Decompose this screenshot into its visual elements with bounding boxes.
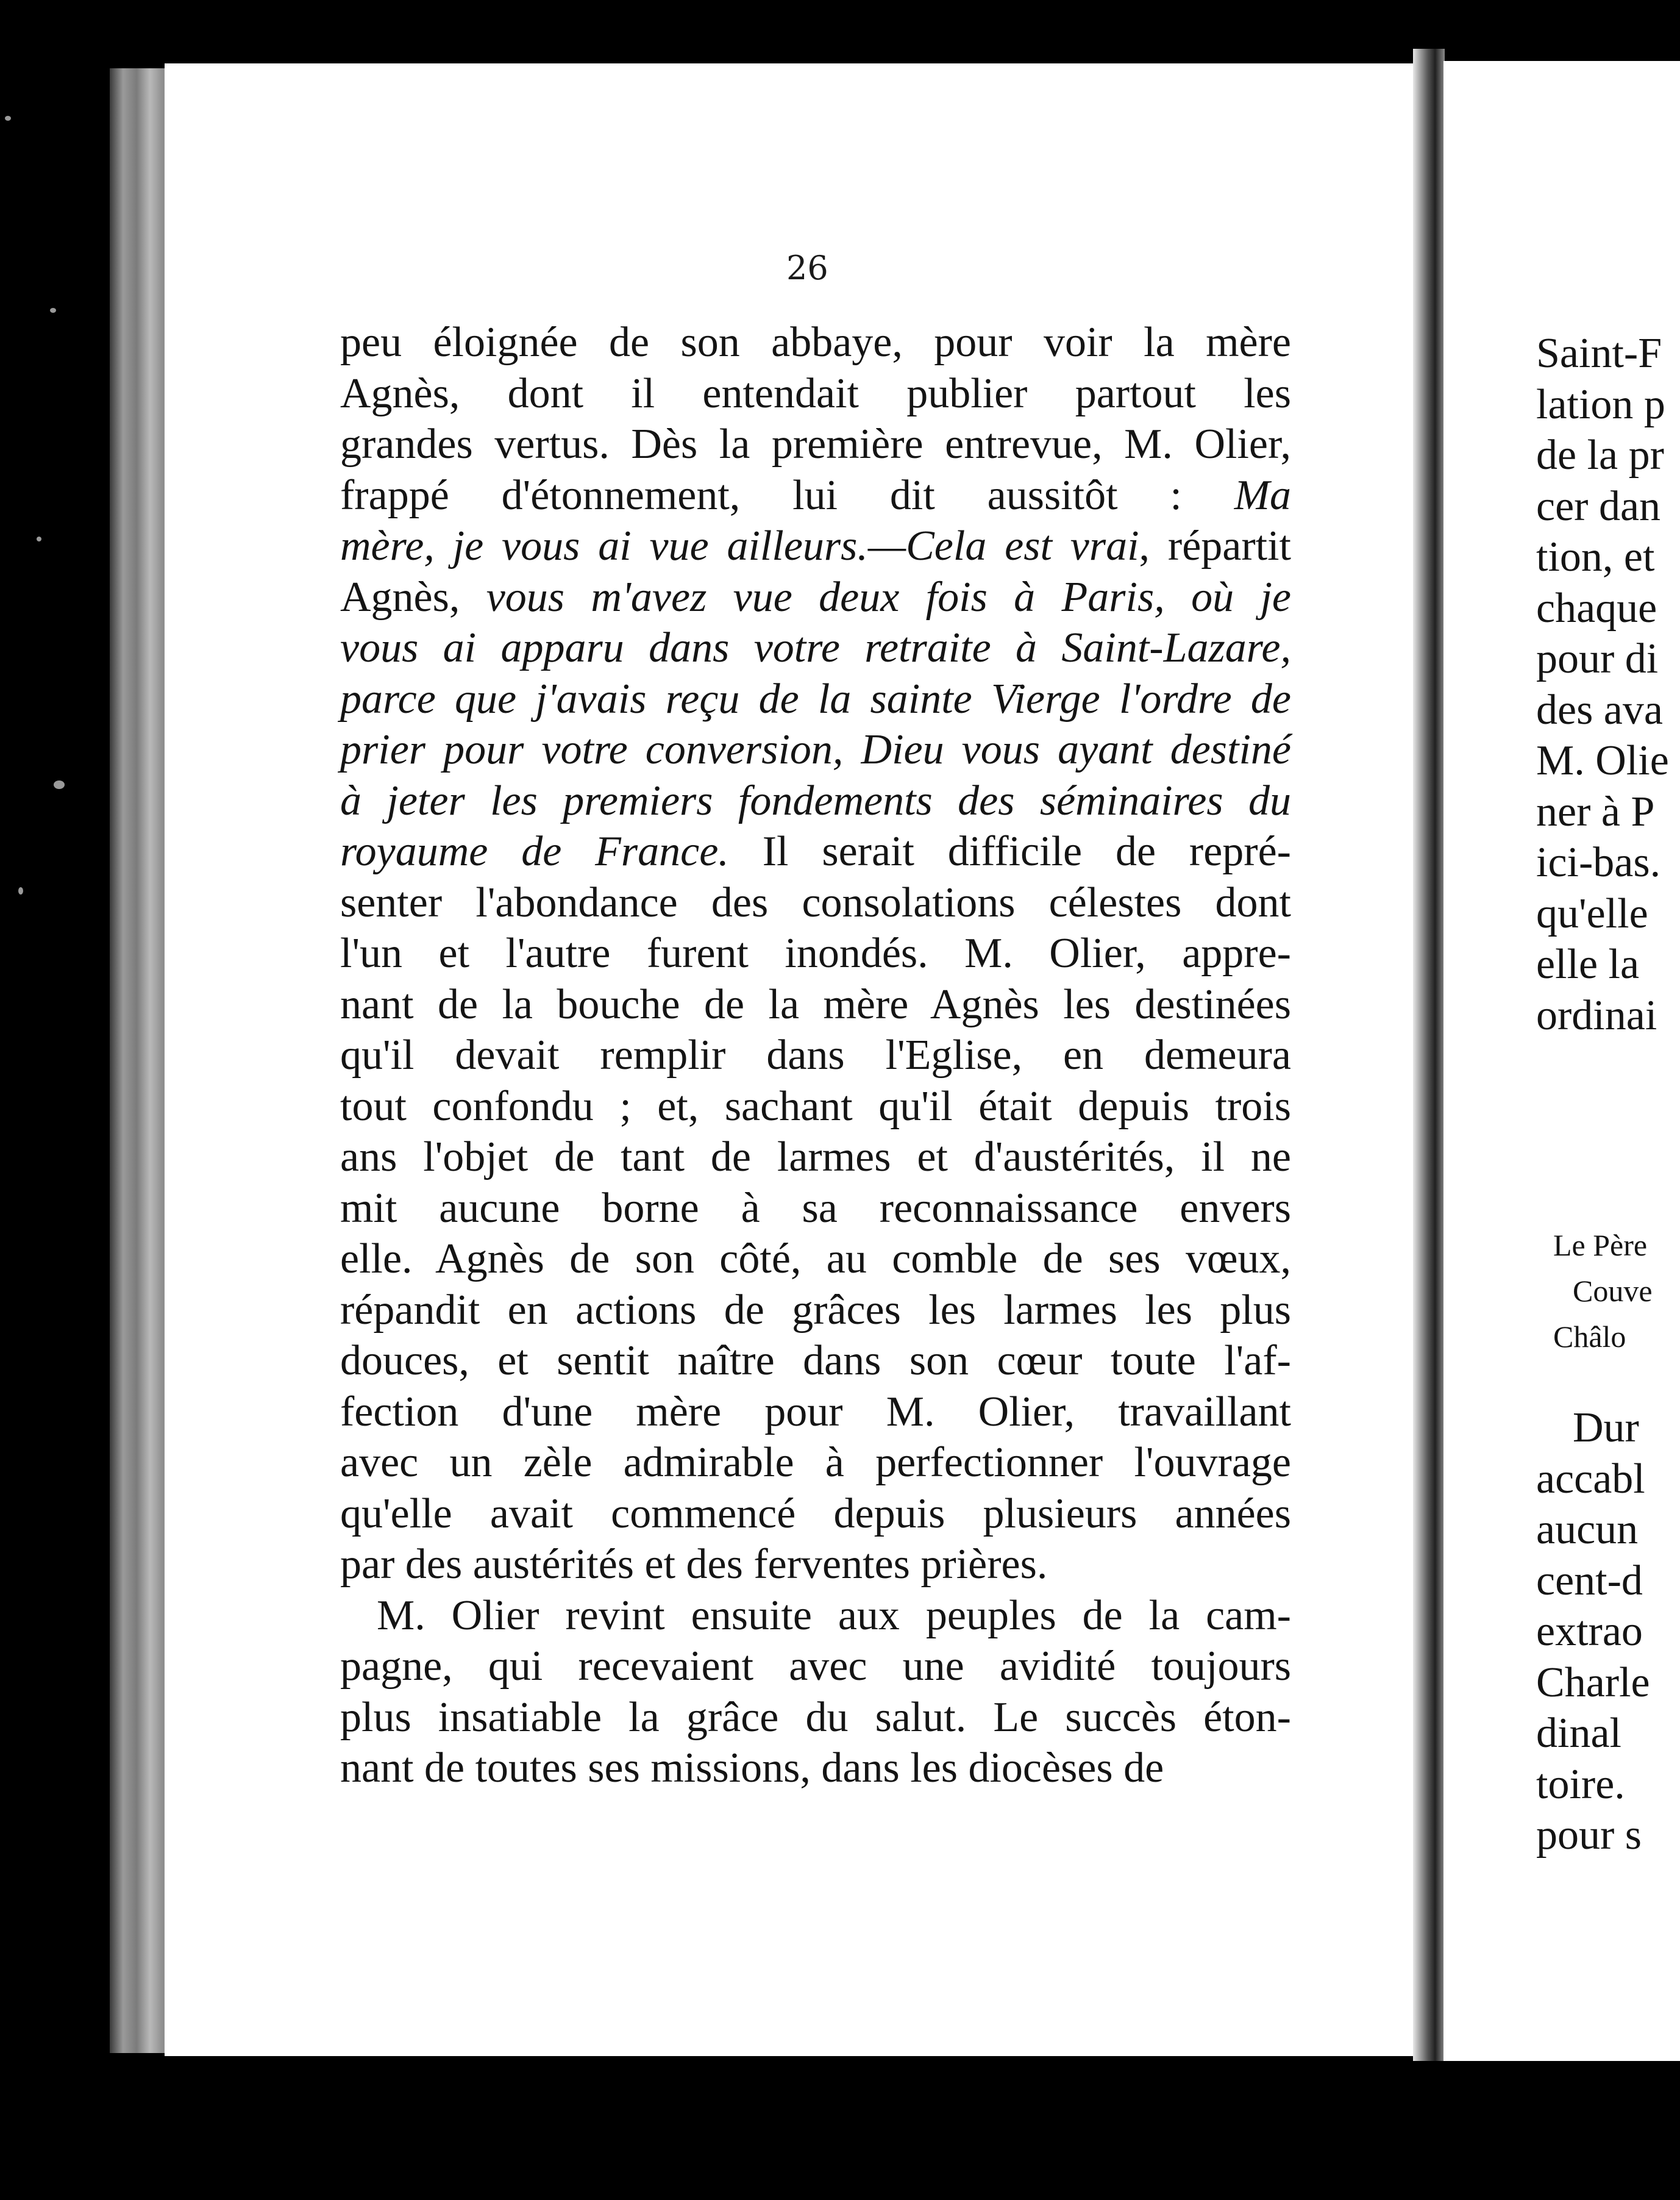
text-line (340, 1335, 1291, 1387)
text-line (340, 928, 1291, 979)
right-text-line: extrao (1536, 1608, 1643, 1655)
text-line (340, 776, 1291, 827)
right-text-line: de la pr (1536, 432, 1664, 479)
text-run: elle. Agnès de son côté, au comble de ses vœux, (340, 1235, 1291, 1282)
text-run: avec un zèle admirable à perfectionner l'ouvrage (340, 1439, 1291, 1486)
text-line (340, 674, 1291, 725)
right-text-line: cer dan (1536, 482, 1661, 530)
text-line (340, 1743, 1291, 1794)
text-run: mit aucune borne à sa reconnaissance envers (340, 1184, 1291, 1232)
text-line (340, 979, 1291, 1030)
right-page-text-top (1536, 328, 1680, 1041)
italic-text-run: vous m'avez vue deux fois à Paris, où je (486, 573, 1291, 621)
italic-text-run: prier pour votre conversion, Dieu vous ayant destiné (340, 726, 1291, 773)
right-text-line: dinal (1536, 1710, 1621, 1757)
page-number: 26 (786, 249, 828, 287)
text-line (340, 1030, 1291, 1081)
right-text-line: tion, et (1536, 534, 1655, 580)
text-run: plus insatiable la grâce du salut. Le succès éton- (340, 1693, 1291, 1741)
text-run: grandes vertus. Dès la première entrevue, M. Olier, (340, 421, 1291, 468)
text-line (340, 368, 1291, 420)
text-run: pagne, qui recevaient avec une avidité toujours (340, 1643, 1291, 1690)
text-run: senter l'abondance des consolations célestes dont (340, 879, 1291, 926)
right-text-line: ici-bas. (1536, 839, 1661, 886)
right-text-line: M. Olie (1536, 737, 1669, 784)
right-text-line: cent-d (1536, 1557, 1643, 1604)
book-gutter (1413, 49, 1445, 2061)
italic-text-run: Ma (1234, 471, 1291, 519)
right-text-line: elle la (1536, 941, 1640, 988)
italic-text-run: parce que j'avais reçu de la sainte Vierge l'ordre de (340, 675, 1291, 723)
text-run: par des austérités et des ferventes prières. (340, 1541, 1048, 1588)
right-text-line: pour di (1536, 635, 1659, 682)
text-run: douces, et sentit naître dans son cœur toute l'af- (340, 1337, 1291, 1384)
text-line (340, 826, 1291, 877)
text-run: l'un et l'autre furent inondés. M. Olier, appre- (340, 930, 1291, 977)
text-line (340, 1437, 1291, 1488)
right-text-line: ner à P (1536, 788, 1655, 835)
right-text-line: aucun (1536, 1506, 1639, 1553)
text-run: fection d'une mère pour M. Olier, travaillant (340, 1388, 1291, 1435)
italic-text-run: vous ai apparu dans votre retraite à Saint-Lazare, (340, 624, 1291, 671)
text-run: qu'il devait remplir dans l'Eglise, en demeura (340, 1032, 1291, 1079)
text-line (340, 572, 1291, 623)
text-line (340, 877, 1291, 929)
right-text-line: Saint-F (1536, 330, 1662, 377)
text-run: nant de la bouche de la mère Agnès les destinées (340, 980, 1291, 1028)
text-line (340, 521, 1291, 572)
right-text-line: ordinai (1536, 991, 1657, 1039)
right-text-line: des ava (1536, 686, 1663, 734)
text-line (340, 1387, 1291, 1438)
scan-speck (5, 116, 11, 121)
text-line (340, 1539, 1291, 1590)
text-line (340, 623, 1291, 674)
scan-speck (50, 308, 56, 313)
text-run: Agnès, dont il entendait publier partout les (340, 370, 1291, 417)
scan-speck (54, 780, 65, 789)
right-text-line: Dur (1573, 1404, 1639, 1451)
text-line (340, 419, 1291, 470)
text-line (340, 1285, 1291, 1336)
text-line (340, 1488, 1291, 1540)
right-text-line: lation p (1536, 380, 1665, 428)
text-run: qu'elle avait commencé depuis plusieurs années (340, 1490, 1291, 1537)
text-line (340, 1641, 1291, 1692)
text-line (340, 317, 1291, 368)
right-heading-line: Couve (1573, 1274, 1653, 1308)
text-line (340, 1132, 1291, 1183)
right-text-line: chaque (1536, 584, 1657, 632)
text-run: Il serait difficile de repré- (728, 828, 1291, 875)
text-line (340, 1183, 1291, 1234)
left-page-text (340, 317, 1291, 1794)
right-text-line: toire. (1536, 1760, 1625, 1808)
text-line (340, 1590, 1291, 1641)
text-run: Agnès, (340, 573, 486, 621)
text-line (340, 724, 1291, 776)
right-text-line: Charle (1536, 1659, 1650, 1706)
text-line (340, 470, 1291, 521)
scan-speck (18, 887, 23, 895)
right-text-line: pour s (1536, 1812, 1642, 1859)
text-line (340, 1081, 1291, 1132)
right-page-text-bottom (1536, 1402, 1680, 1861)
text-run: ans l'objet de tant de larmes et d'austérités, il ne (340, 1134, 1291, 1180)
italic-text-run: mère, je vous ai vue ailleurs.—Cela est vrai (340, 523, 1139, 570)
text-run: frappé d'étonnement, lui dit aussitôt : (340, 471, 1234, 519)
right-page-heading (1553, 1223, 1653, 1360)
text-line (340, 1234, 1291, 1285)
scan-speck (37, 537, 41, 541)
text-run: M. Olier revint ensuite aux peuples de la cam- (377, 1591, 1291, 1639)
text-run: nant de toutes ses missions, dans les diocèses de (340, 1745, 1164, 1791)
right-heading-line: Châlo (1553, 1320, 1626, 1354)
italic-text-run: à jeter les premiers fondements des séminaires du (340, 777, 1291, 824)
text-run: répandit en actions de grâces les larmes les plus (340, 1286, 1291, 1334)
right-text-line: accabl (1536, 1455, 1645, 1502)
italic-text-run: royaume de France. (340, 828, 729, 875)
right-heading-line: Le Père (1553, 1228, 1648, 1262)
text-line (340, 1692, 1291, 1743)
text-run: , répartit (1139, 523, 1291, 570)
text-run: tout confondu ; et, sachant qu'il était depuis trois (340, 1082, 1291, 1130)
right-text-line: qu'elle (1536, 890, 1648, 937)
text-run: peu éloignée de son abbaye, pour voir la mère (340, 319, 1291, 366)
